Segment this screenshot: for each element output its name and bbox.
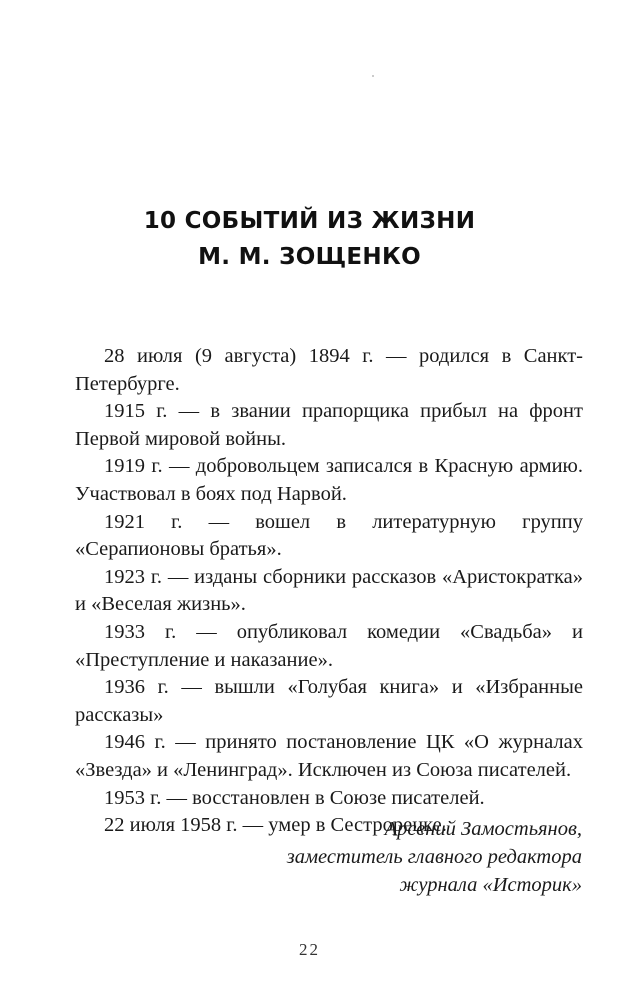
event-item: 1946 г. — принято постановление ЦК «О журналах «Звезда» и «Ленинград». Исключен из Союза писателей. xyxy=(75,731,583,781)
events-list xyxy=(75,343,583,840)
signature-name: Арсений Замостьянов, xyxy=(384,818,582,840)
signature-position: заместитель главного редактора xyxy=(286,846,582,868)
event-item: 1923 г. — изданы сборники рассказов «Аристократка» и «Веселая жизнь». xyxy=(75,565,583,616)
chapter-title-line-1: 10 СОБЫТИЙ ИЗ ЖИЗНИ xyxy=(143,208,476,234)
event-item: 1919 г. — добровольцем записался в Красную армию. Участвовал в боях под Нарвой. xyxy=(75,455,583,505)
chapter-title-line-2: М. М. ЗОЩЕНКО xyxy=(198,244,421,270)
event-item: 28 июля (9 августа) 1894 г. — родился в Санкт-Петербурге. xyxy=(75,345,583,395)
chapter-title xyxy=(0,203,619,275)
event-item: 1936 г. — вышли «Голубая книга» и «Избранные рассказы» xyxy=(75,676,583,726)
event-item: 1921 г. — вошел в литературную группу «Серапионовы братья». xyxy=(75,510,583,561)
signature-journal: журнала «Историк» xyxy=(399,874,582,896)
author-signature xyxy=(182,815,582,899)
paper-speck xyxy=(372,75,374,77)
event-item: 1953 г. — восстановлен в Союзе писателей. xyxy=(104,786,485,809)
page-number: 22 xyxy=(299,940,320,959)
event-item: 1915 г. — в звании прапорщика прибыл на фронт Первой мировой войны. xyxy=(75,400,583,450)
event-item: 1933 г. — опубликовал комедии «Свадьба» и «Преступление и наказание». xyxy=(75,620,583,671)
event-item: 22 июля 1958 г. — умер в Сестрорецке. xyxy=(104,814,447,837)
